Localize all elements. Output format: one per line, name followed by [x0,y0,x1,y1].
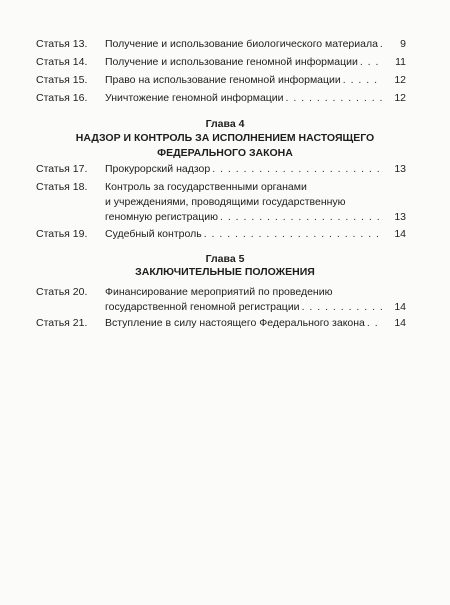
page-number: 9 [400,38,406,50]
article-title-line-1: Финансирование мероприятий по проведению [105,286,333,298]
page-number: 14 [394,228,406,240]
toc-entry-article-21[interactable] [36,316,406,331]
article-title: Вступление в силу настоящего Федерального закона [105,317,365,329]
article-number: Статья 19. [36,228,88,240]
article-number: Статья 13. [36,38,88,50]
chapter-4-title [0,131,450,161]
page-number: 13 [394,163,406,175]
article-number: Статья 15. [36,74,88,86]
dot-leader [360,55,382,70]
article-title: Прокурорский надзор [105,163,211,175]
page-number: 11 [395,56,406,68]
dot-leader [220,210,382,225]
dot-leader [367,316,382,331]
chapter-4-title-line-2: ФЕДЕРАЛЬНОГО ЗАКОНА [157,147,293,159]
article-title: Судебный контроль [105,228,202,240]
article-title: Уничтожение геномной информации [105,92,284,104]
toc-entry-article-17[interactable] [36,162,406,177]
page-number: 14 [394,317,406,329]
chapter-4-label: Глава 4 [205,118,245,130]
page-number: 12 [394,92,406,104]
article-title-line-3: геномную регистрацию [105,211,219,223]
toc-entry-article-15[interactable] [36,73,406,88]
article-number: Статья 21. [36,317,88,329]
chapter-5-label: Глава 5 [205,253,245,265]
article-number: Статья 14. [36,56,88,68]
article-title-line-1: Контроль за государственными органами [105,181,307,193]
article-number: Статья 18. [36,181,88,193]
dot-leader [286,91,382,106]
page-number: 14 [394,301,406,313]
toc-entry-article-19[interactable] [36,227,406,242]
toc-entry-article-16[interactable] [36,91,406,106]
article-number: Статья 16. [36,92,88,104]
article-number: Статья 17. [36,163,88,175]
dot-leader [212,162,382,177]
toc-entry-article-14[interactable] [36,55,406,70]
article-title: Право на использование геномной информации [105,74,341,86]
toc-entry-article-20[interactable] [36,285,406,315]
article-title-line-2: государственной геномной регистрации [105,301,300,313]
toc-entry-article-18[interactable] [36,180,406,225]
page-number: 12 [394,74,406,86]
article-title: Получение и использование геномной информации [105,56,358,68]
dot-leader [302,300,382,315]
page-number: 13 [394,211,406,223]
chapter-4-title-line-1: НАДЗОР И КОНТРОЛЬ ЗА ИСПОЛНЕНИЕМ НАСТОЯЩЕГО [75,132,375,144]
toc-entry-article-13[interactable] [36,37,406,52]
chapter-5-title: ЗАКЛЮЧИТЕЛЬНЫЕ ПОЛОЖЕНИЯ [135,266,315,278]
article-title-line-2: и учреждениями, проводящими государственную [105,196,346,208]
article-title: Получение и использование биологического материала [105,38,378,50]
dot-leader [343,73,382,88]
article-number: Статья 20. [36,286,88,298]
dot-leader [204,227,382,242]
